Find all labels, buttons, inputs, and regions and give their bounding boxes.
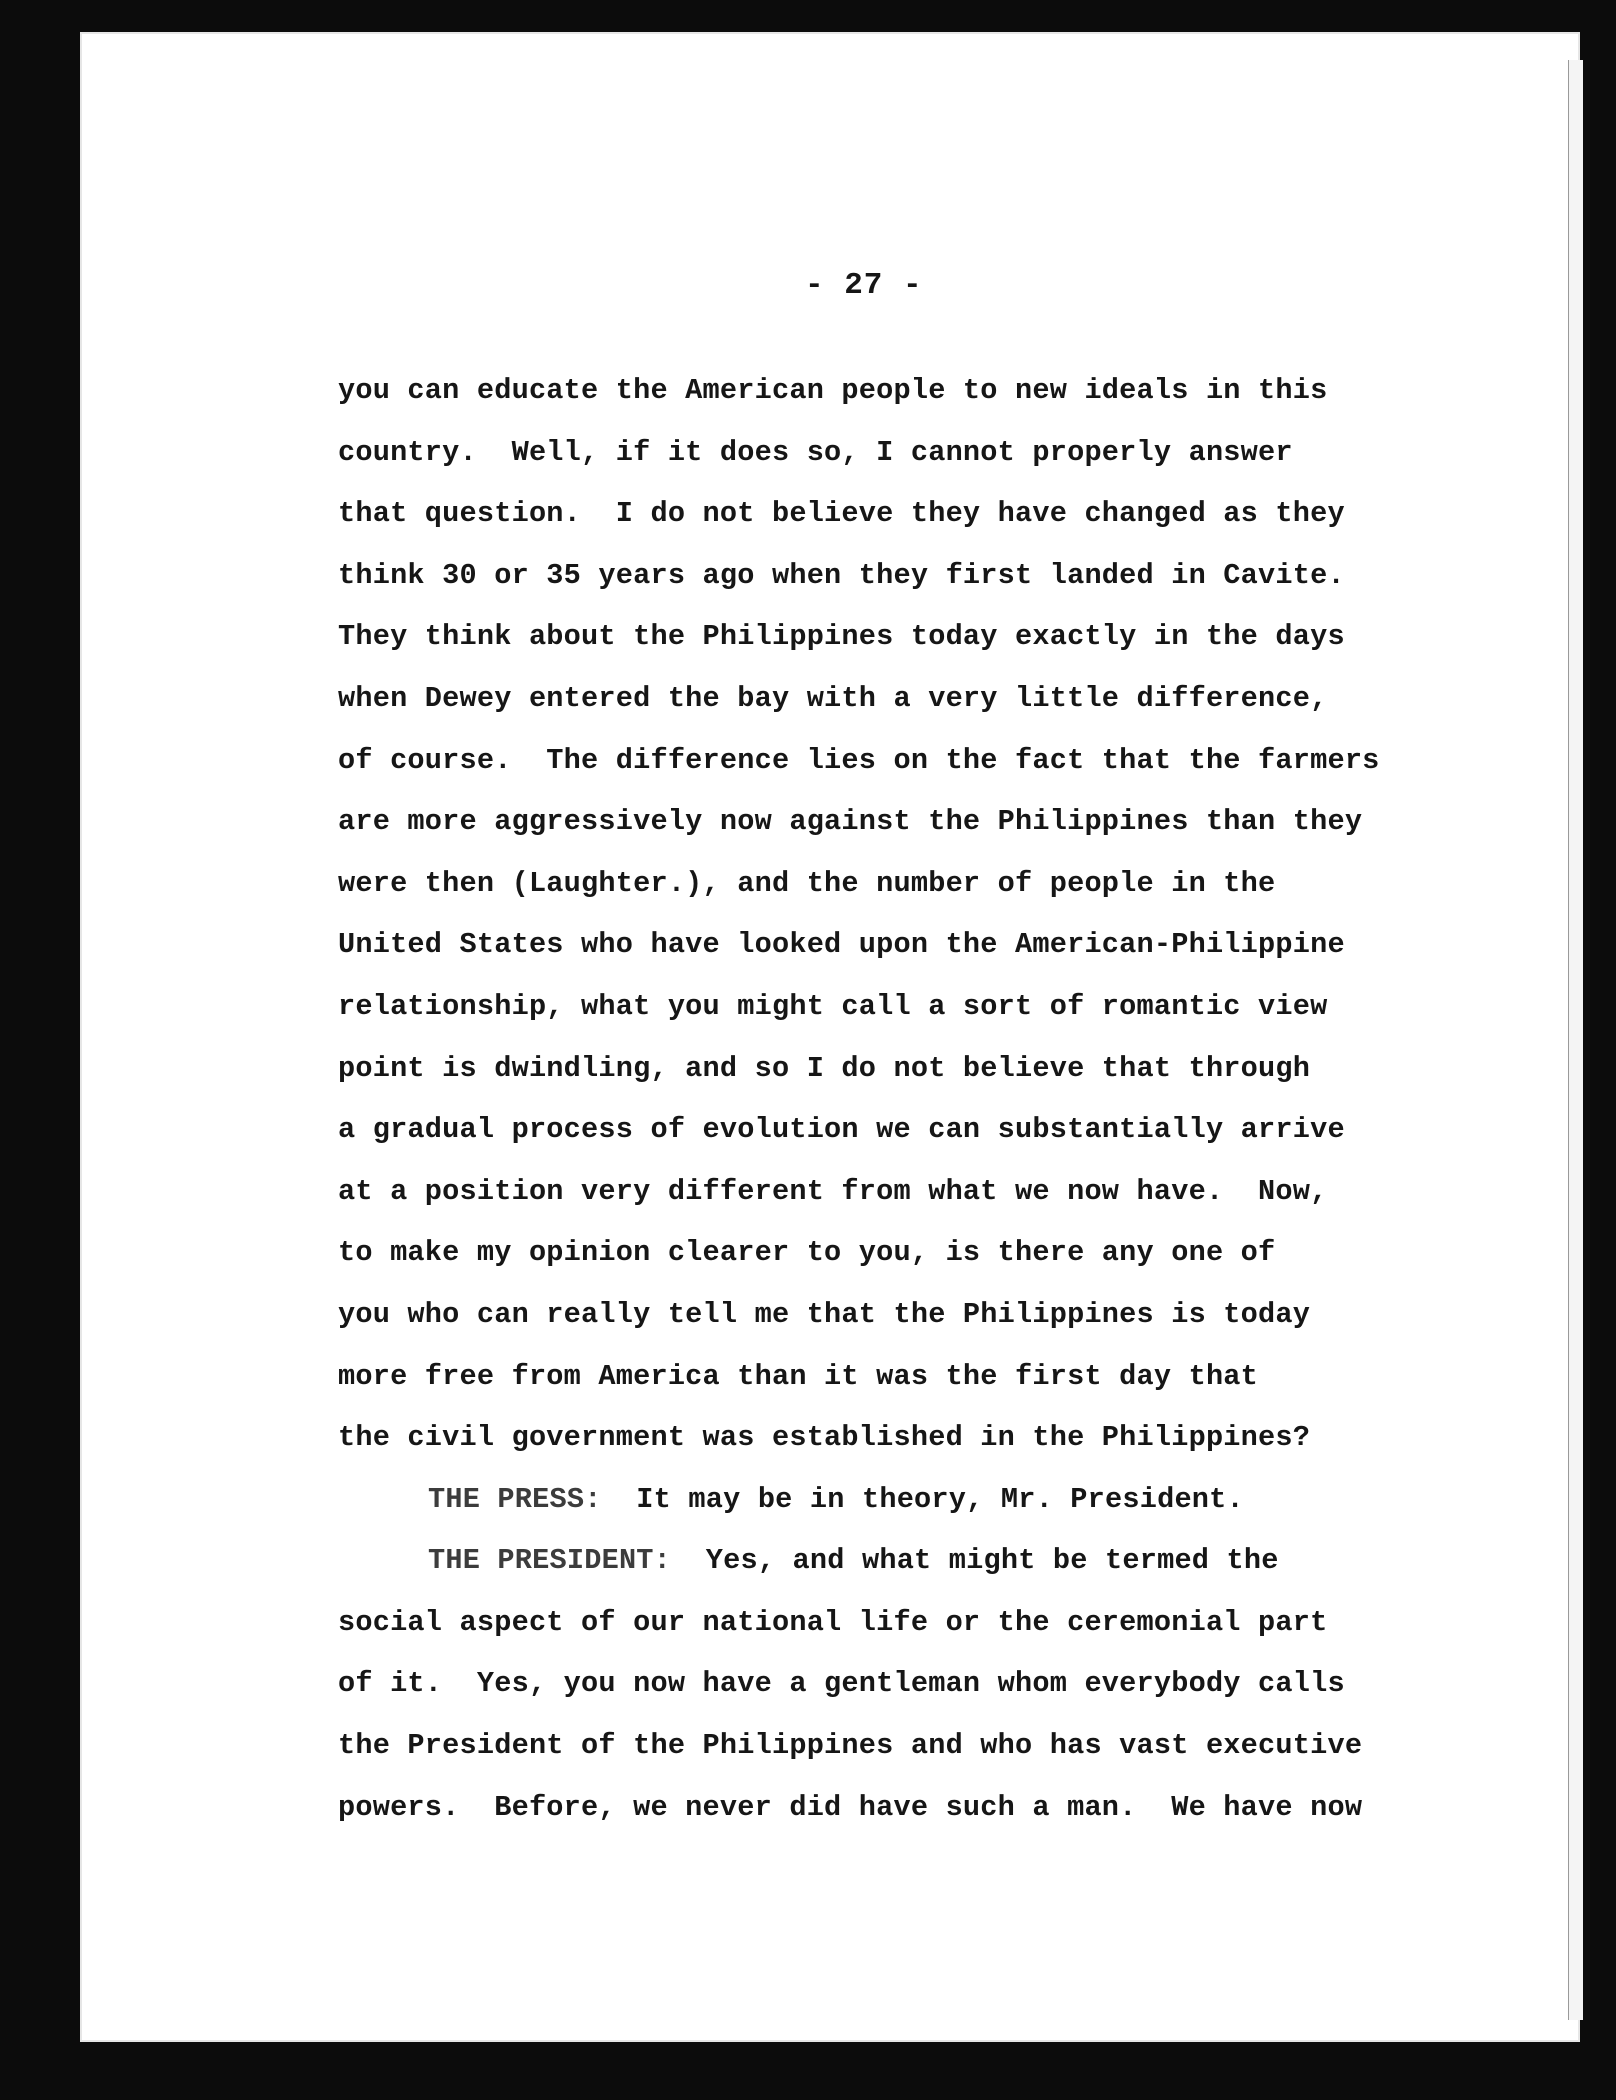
text-line: [338, 545, 1468, 607]
text-line: [338, 1407, 1468, 1469]
line-text: the President of the Philippines and who has vast executive: [338, 1729, 1363, 1763]
text-line: [338, 730, 1468, 792]
line-text: to make my opinion clearer to you, is there any one of: [338, 1236, 1276, 1270]
line-text: Yes, and what might be termed the: [671, 1544, 1279, 1578]
text-line: [338, 1715, 1468, 1777]
line-text: point is dwindling, and so I do not believe that through: [338, 1051, 1311, 1085]
text-line: [338, 1099, 1468, 1161]
line-text: It may be in theory, Mr. President.: [601, 1482, 1244, 1516]
line-text: at a position very different from what we now have. Now,: [338, 1174, 1328, 1208]
speaker-label: THE PRESIDENT:: [428, 1544, 672, 1578]
text-line: [338, 791, 1468, 853]
speaker-line: [338, 1469, 1468, 1531]
text-line: [338, 1161, 1468, 1223]
text-line: [338, 422, 1468, 484]
line-text: They think about the Philippines today exactly in the days: [338, 620, 1345, 654]
line-text: are more aggressively now against the Philippines than they: [338, 805, 1363, 839]
line-text: social aspect of our national life or the ceremonial part: [338, 1605, 1328, 1639]
text-line: [338, 1592, 1468, 1654]
text-line: [338, 1653, 1468, 1715]
page-number: - 27 -: [805, 268, 923, 303]
line-text: think 30 or 35 years ago when they first landed in Cavite.: [338, 558, 1345, 592]
text-line: [338, 914, 1468, 976]
text-line: [338, 1038, 1468, 1100]
line-text: you who can really tell me that the Philippines is today: [338, 1297, 1311, 1331]
line-text: relationship, what you might call a sort of romantic view: [338, 989, 1328, 1023]
text-line: [338, 976, 1468, 1038]
line-text: of course. The difference lies on the fact that the farmers: [338, 743, 1380, 777]
text-line: [338, 1777, 1468, 1839]
text-line: [338, 606, 1468, 668]
text-line: [338, 1346, 1468, 1408]
line-text: United States who have looked upon the American-Philippine: [338, 928, 1345, 962]
next-page-edge: [1568, 60, 1583, 2020]
line-text: when Dewey entered the bay with a very little difference,: [338, 681, 1328, 715]
line-text: a gradual process of evolution we can substantially arrive: [338, 1113, 1345, 1147]
transcript-body: [338, 360, 1468, 1838]
text-line: [338, 668, 1468, 730]
text-line: [338, 853, 1468, 915]
text-line: [338, 483, 1468, 545]
line-text: country. Well, if it does so, I cannot properly answer: [338, 435, 1293, 469]
text-line: [338, 360, 1468, 422]
speaker-line: [338, 1530, 1468, 1592]
speaker-label: THE PRESS:: [428, 1482, 602, 1516]
line-text: that question. I do not believe they have changed as they: [338, 497, 1345, 531]
line-text: were then (Laughter.), and the number of people in the: [338, 866, 1276, 900]
line-text: you can educate the American people to new ideals in this: [338, 374, 1328, 407]
text-line: [338, 1222, 1468, 1284]
line-text: more free from America than it was the first day that: [338, 1359, 1259, 1393]
line-text: the civil government was established in the Philippines?: [338, 1421, 1311, 1455]
line-text: powers. Before, we never did have such a man. We have now: [338, 1790, 1363, 1824]
text-line: [338, 1284, 1468, 1346]
line-text: of it. Yes, you now have a gentleman whom everybody calls: [338, 1667, 1345, 1701]
